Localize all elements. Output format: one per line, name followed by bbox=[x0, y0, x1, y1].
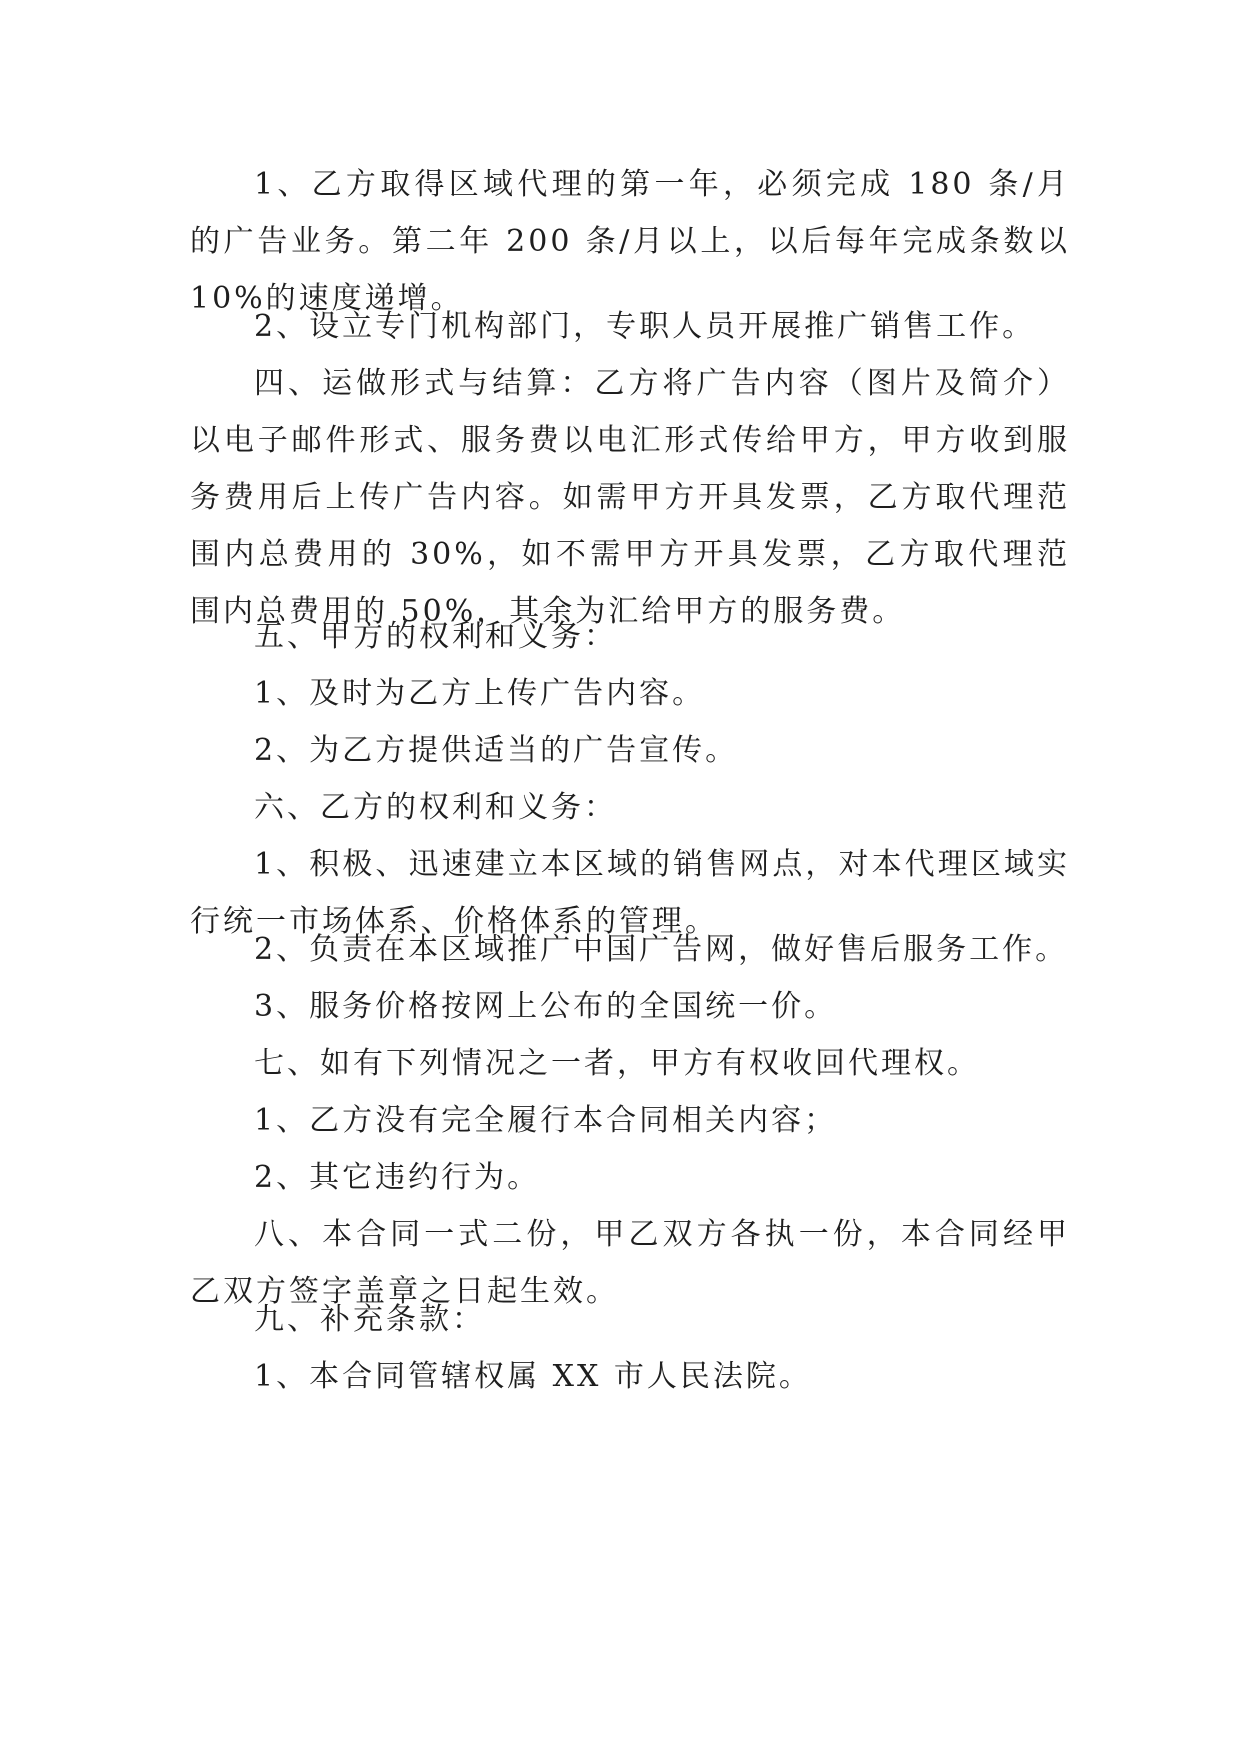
paragraph-section-eight: 八、本合同一式二份，甲乙双方各执一份，本合同经甲乙双方签字盖章之日起生效。 bbox=[190, 1217, 1070, 1309]
paragraph-revocation-item-1: 1、乙方没有完全履行本合同相关内容； bbox=[254, 1103, 838, 1138]
paragraph-party-a-item-2: 2、为乙方提供适当的广告宣传。 bbox=[254, 733, 739, 768]
paragraph-section-five-heading: 五、甲方的权利和义务： bbox=[254, 619, 617, 654]
paragraph-sales-target: 1、乙方取得区域代理的第一年，必须完成 180 条/月的广告业务。第二年 200 条/月以上，以后每年完成条数以 10%的速度递增。 bbox=[190, 167, 1070, 316]
paragraph-party-b-item-1: 1、积极、迅速建立本区域的销售网点，对本代理区域实行统一市场体系、价格体系的管理。 bbox=[190, 847, 1070, 939]
paragraph-jurisdiction-clause: 1、本合同管辖权属 XX 市人民法院。 bbox=[254, 1359, 812, 1394]
paragraph-party-b-item-2: 2、负责在本区域推广中国广告网，做好售后服务工作。 bbox=[254, 932, 1069, 967]
paragraph-section-six-heading: 六、乙方的权利和义务： bbox=[254, 790, 617, 825]
paragraph-revocation-item-2: 2、其它违约行为。 bbox=[254, 1160, 541, 1195]
paragraph-party-b-item-3: 3、服务价格按网上公布的全国统一价。 bbox=[254, 989, 838, 1024]
paragraph-section-nine-heading: 九、补充条款： bbox=[254, 1302, 485, 1337]
paragraph-party-a-item-1: 1、及时为乙方上传广告内容。 bbox=[254, 676, 706, 711]
paragraph-dedicated-department: 2、设立专门机构部门，专职人员开展推广销售工作。 bbox=[254, 309, 1036, 344]
paragraph-section-seven-heading: 七、如有下列情况之一者，甲方有权收回代理权。 bbox=[254, 1046, 980, 1081]
paragraph-section-four-settlement: 四、运做形式与结算：乙方将广告内容（图片及简介）以电子邮件形式、服务费以电汇形式传给甲方，甲方收到服务费用后上传广告内容。如需甲方开具发票，乙方取代理范围内总费用的 30%，如不需甲方开具发票，乙方取代理范围内总费用的 50%，其余为汇给甲方的服务费。 bbox=[190, 366, 1070, 629]
